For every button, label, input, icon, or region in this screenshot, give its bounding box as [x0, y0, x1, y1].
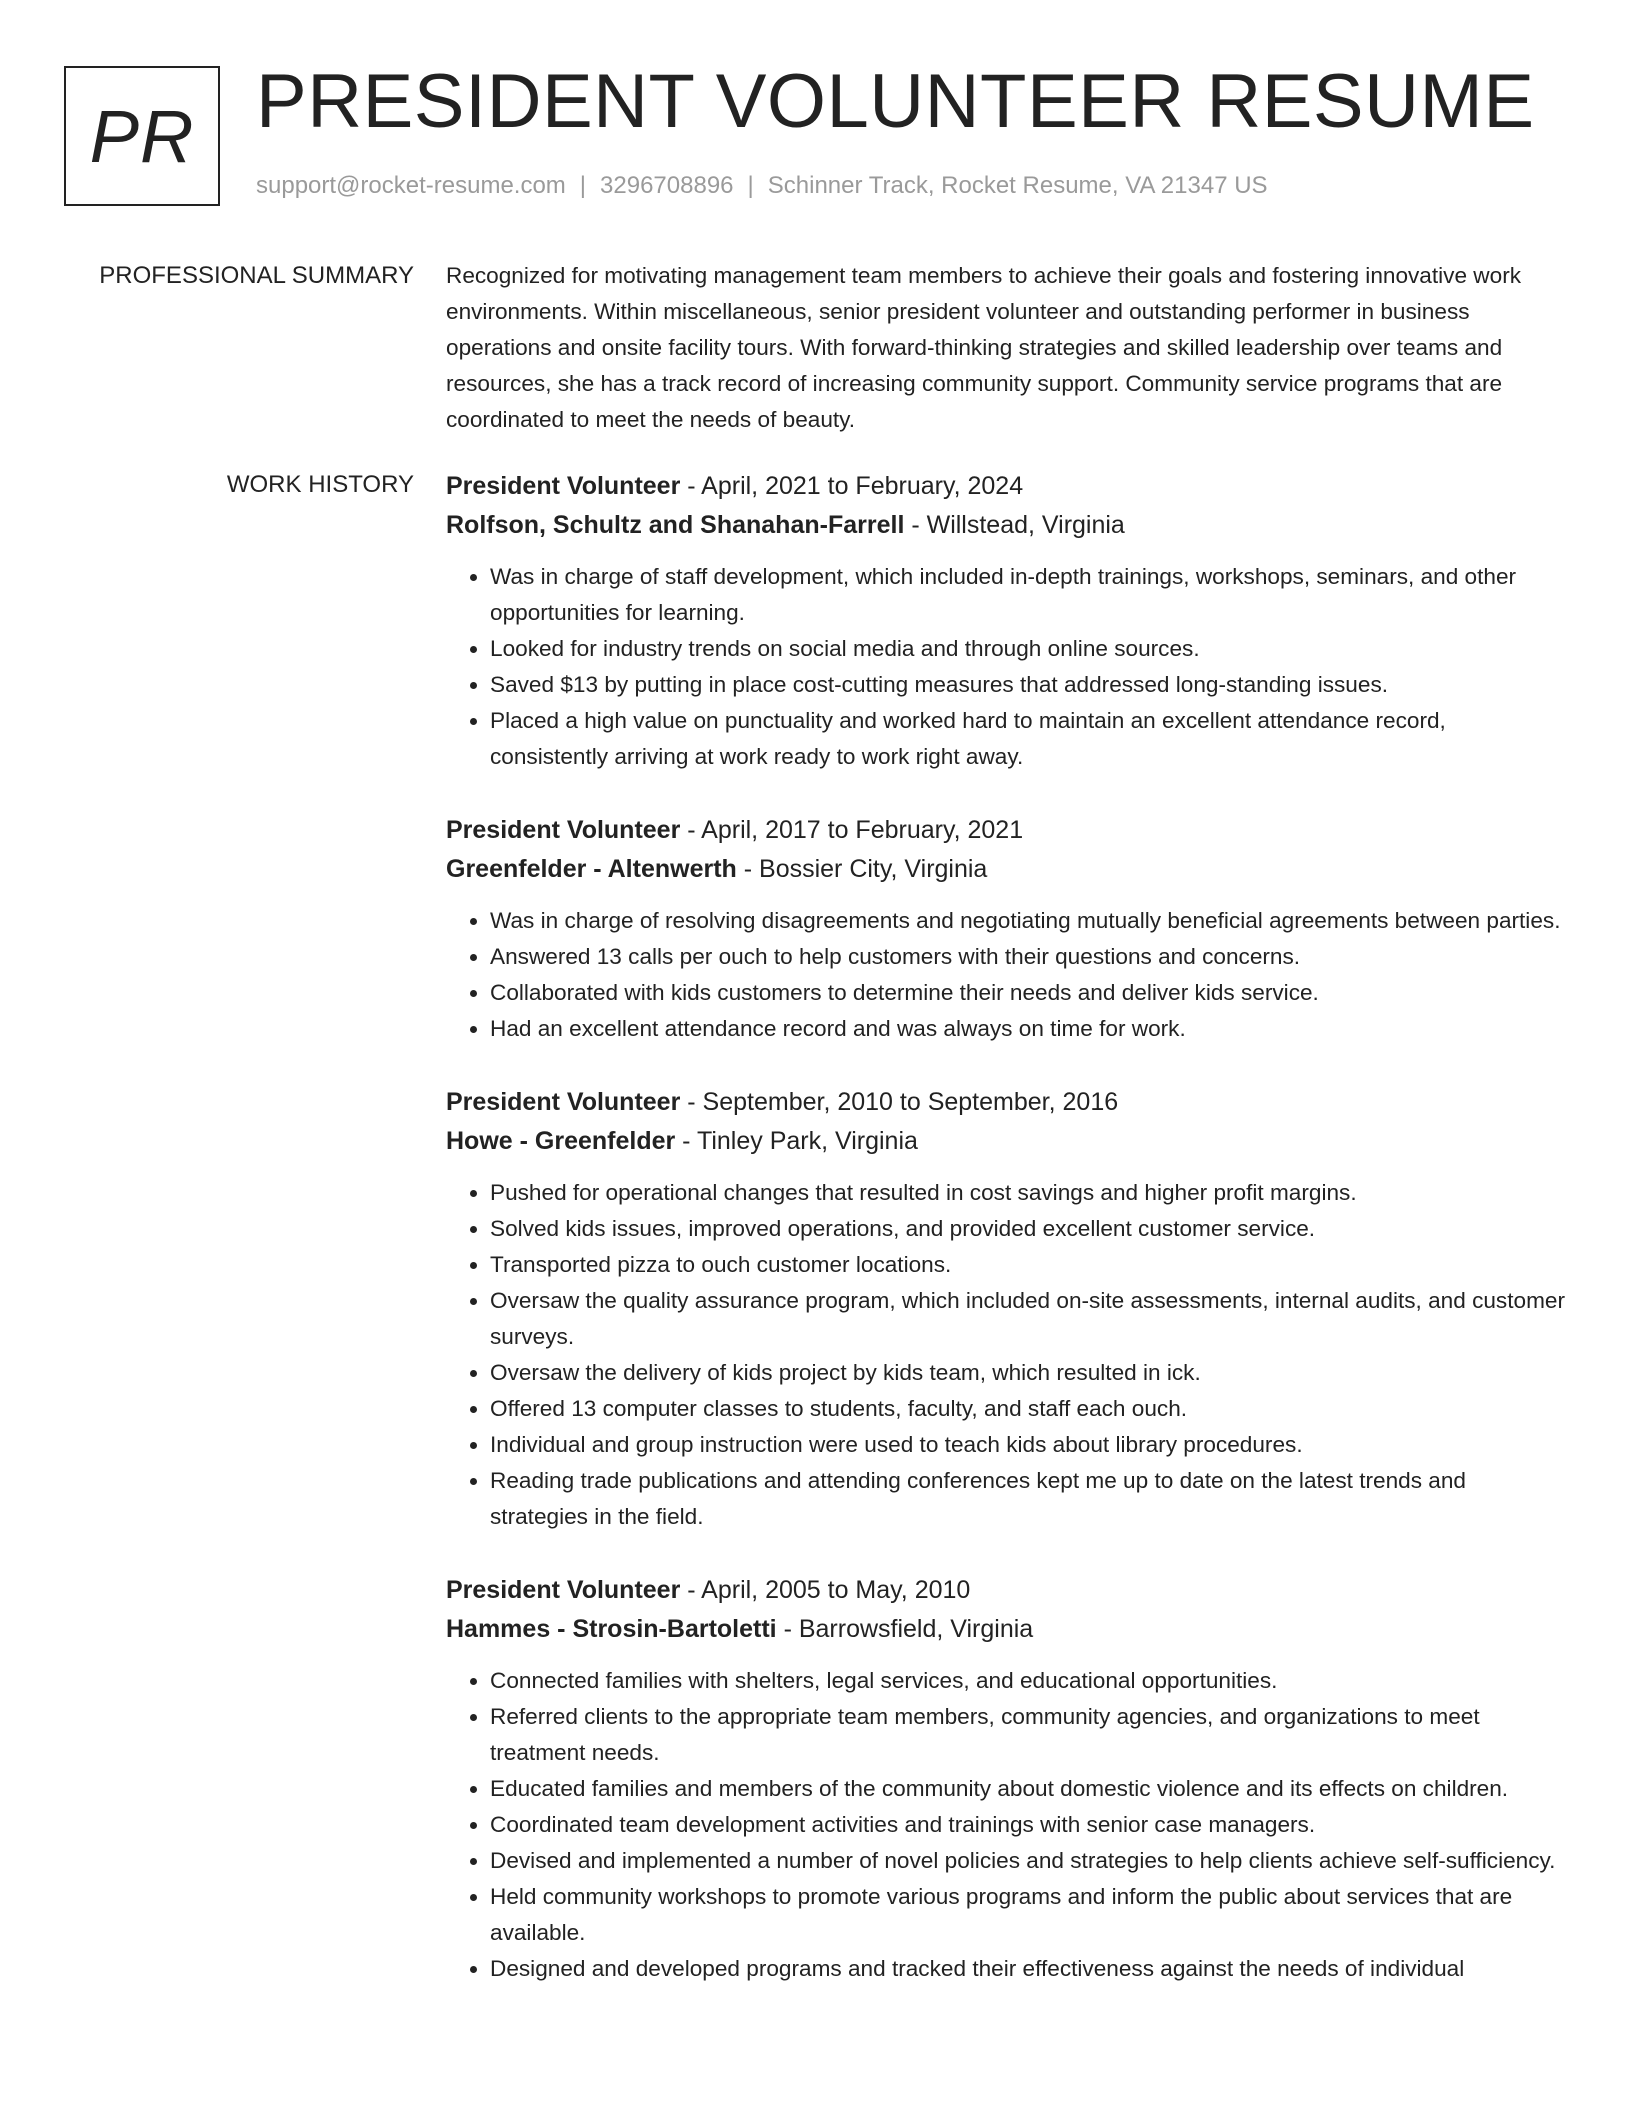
job-title-line [446, 811, 1566, 850]
job-bullet: • Oversaw the quality assurance program, which included on-site assessments, internal audits, and customer surveys. [490, 1283, 1566, 1355]
job-bullet: • Designed and developed programs and tracked their effectiveness against the needs of individual [490, 1951, 1566, 1987]
job-bullet: • Transported pizza to ouch customer locations. [490, 1247, 1566, 1283]
resume-header [64, 59, 1568, 214]
job-entry [446, 811, 1566, 1047]
job-bullet: • Devised and implemented a number of novel policies and strategies to help clients achieve self-sufficiency. [490, 1843, 1566, 1879]
job-company: Howe - Greenfelder [446, 1127, 676, 1155]
work-history-body [446, 467, 1566, 2023]
job-title: President Volunteer [446, 472, 681, 500]
job-bullet: • Oversaw the delivery of kids project by kids team, which resulted in ick. [490, 1355, 1566, 1391]
summary-label: PROFESSIONAL SUMMARY [99, 262, 414, 289]
job-dates: - April, 2021 to February, 2024 [680, 472, 1024, 500]
job-dates: - April, 2005 to May, 2010 [680, 1576, 971, 1604]
job-title-line [446, 467, 1566, 506]
job-dates: - September, 2010 to September, 2016 [680, 1088, 1119, 1116]
job-bullet: • Offered 13 computer classes to students, faculty, and staff each ouch. [490, 1391, 1566, 1427]
job-bullet: • Solved kids issues, improved operations, and provided excellent customer service. [490, 1211, 1566, 1247]
contact-address: Schinner Track, Rocket Resume, VA 21347 US [767, 172, 1268, 199]
job-bullet: • Placed a high value on punctuality and worked hard to maintain an excellent attendance record, consistently arriving at work ready to work right away. [490, 703, 1566, 775]
job-bullets [446, 903, 1566, 1047]
job-entry [446, 1571, 1566, 1987]
page-title: PRESIDENT VOLUNTEER RESUME [256, 59, 1535, 144]
job-bullet: • Was in charge of staff development, which included in-depth trainings, workshops, seminars, and other opportunities for learning. [490, 559, 1566, 631]
summary-body [446, 258, 1566, 438]
job-bullet: • Pushed for operational changes that resulted in cost savings and higher profit margins. [490, 1175, 1566, 1211]
job-entry [446, 467, 1566, 775]
contact-phone: 3296708896 [600, 172, 734, 199]
job-company: Rolfson, Schultz and Shanahan-Farrell [446, 511, 905, 539]
job-location: - Bossier City, Virginia [736, 855, 988, 883]
job-company-line [446, 850, 1566, 889]
contact-separator: | [747, 172, 754, 199]
job-bullets [446, 559, 1566, 775]
job-bullets [446, 1663, 1566, 1987]
job-company-line [446, 506, 1566, 545]
contact-email: support@rocket-resume.com [256, 172, 566, 199]
contact-separator: | [579, 172, 587, 199]
job-bullet: • Held community workshops to promote various programs and inform the public about services that are available. [490, 1879, 1566, 1951]
job-bullet: • Looked for industry trends on social media and through online sources. [490, 631, 1566, 667]
job-bullet: • Reading trade publications and attending conferences kept me up to date on the latest trends and strategies in the field. [490, 1463, 1566, 1535]
job-bullet: • Collaborated with kids customers to determine their needs and deliver kids service. [490, 975, 1566, 1011]
job-dates: - April, 2017 to February, 2021 [680, 816, 1024, 844]
job-entry [446, 1083, 1566, 1535]
monogram-badge: PR [64, 66, 220, 206]
job-bullet: • Educated families and members of the community about domestic violence and its effects on children. [490, 1771, 1566, 1807]
job-bullet: • Saved $13 by putting in place cost-cutting measures that addressed long-standing issues. [490, 667, 1566, 703]
job-bullet: • Individual and group instruction were used to teach kids about library procedures. [490, 1427, 1566, 1463]
job-title-line [446, 1571, 1566, 1610]
job-location: - Barrowsfield, Virginia [776, 1615, 1034, 1643]
job-bullet: • Referred clients to the appropriate team members, community agencies, and organizations to meet treatment needs. [490, 1699, 1566, 1771]
summary-text: Recognized for motivating management team members to achieve their goals and fostering innovative work environments. Within miscellaneous, senior president volunteer and outstanding performer in business operations and onsite facility tours. With forward-thinking strategies and skilled leadership over teams and resources, she has a track record of increasing community support. Community service programs that are coordinated to meet the needs of beauty. [446, 263, 1522, 432]
job-bullet: • Answered 13 calls per ouch to help customers with their questions and concerns. [490, 939, 1566, 975]
job-company-line [446, 1610, 1566, 1649]
job-bullet: • Was in charge of resolving disagreements and negotiating mutually beneficial agreements between parties. [490, 903, 1566, 939]
work-history-label: WORK HISTORY [226, 471, 414, 498]
job-location: - Willstead, Virginia [904, 511, 1125, 539]
contact-line [256, 172, 1268, 200]
job-title: President Volunteer [446, 1576, 681, 1604]
job-company-line [446, 1122, 1566, 1161]
job-title-line [446, 1083, 1566, 1122]
job-bullets [446, 1175, 1566, 1535]
job-title: President Volunteer [446, 816, 681, 844]
job-bullet: • Coordinated team development activities and trainings with senior case managers. [490, 1807, 1566, 1843]
job-company: Greenfelder - Altenwerth [446, 855, 737, 883]
job-location: - Tinley Park, Virginia [675, 1127, 918, 1155]
job-company: Hammes - Strosin-Bartoletti [446, 1615, 777, 1643]
job-bullet: • Had an excellent attendance record and was always on time for work. [490, 1011, 1566, 1047]
job-bullet: • Connected families with shelters, legal services, and educational opportunities. [490, 1663, 1566, 1699]
job-title: President Volunteer [446, 1088, 681, 1116]
